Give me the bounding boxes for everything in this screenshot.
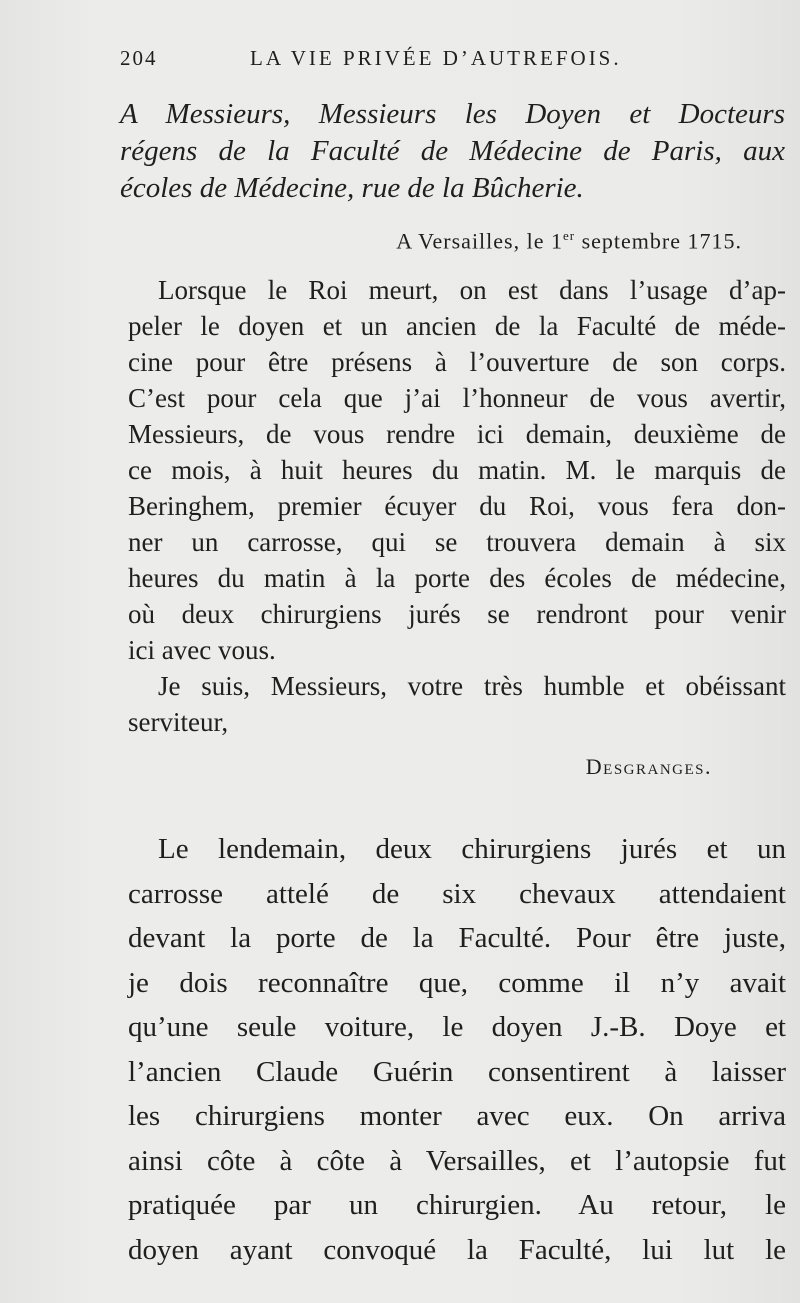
text-line: ainsi côte à côte à Versailles, et l’autopsie fut [128,1144,786,1177]
running-head [120,46,780,76]
letter-address [120,96,785,207]
address-line: régens de la Faculté de Médecine de Paris, aux [120,135,785,167]
letter-paragraph [128,668,786,740]
text-line: carrosse attelé de six chevaux attendaient [128,877,786,910]
dateline-text: A Versailles, le 1 [396,228,563,254]
text-line: qu’une seule voiture, le doyen J.-B. Doye et [128,1011,786,1043]
text-line: Beringhem, premier écuyer du Roi, vous fera don- [128,491,786,521]
letter-body [128,272,786,740]
text-line: où deux chirurgiens jurés se rendront pour venir [128,599,786,629]
text-line: Lorsque le Roi meurt, on est dans l’usage d’ap- [158,275,786,305]
text-line: ici avec vous. [128,635,276,665]
address-line: A Messieurs, Messieurs les Doyen et Docteurs [120,98,785,130]
text-line: l’ancien Claude Guérin consentirent à laisser [128,1055,786,1088]
text-line: serviteur, [128,707,229,737]
dateline-text: septembre 1715. [575,228,742,254]
text-line: Je suis, Messieurs, votre très humble et obéissant [158,671,786,701]
letter-paragraph [128,272,786,668]
text-line: heures du matin à la porte des écoles de médecine, [128,563,786,593]
running-title: LA VIE PRIVÉE D’AUTREFOIS. [250,46,622,70]
address-line: écoles de Médecine, rue de la Bûcherie. [120,172,584,204]
letter-signature: Desgranges. [585,754,712,779]
text-line: Messieurs, de vous rendre ici demain, deuxième de [128,419,786,449]
text-line: je dois reconnaître que, comme il n’y avait [128,966,786,999]
text-line: Le lendemain, deux chirurgiens jurés et un [158,833,786,865]
text-line: pratiquée par un chirurgien. Au retour, le [128,1189,786,1221]
text-line: devant la porte de la Faculté. Pour être juste, [128,922,786,954]
text-line: peler le doyen et un ancien de la Faculté de méde- [128,311,786,341]
text-line: ner un carrosse, qui se trouvera demain à six [128,527,786,557]
text-line: les chirurgiens monter avec eux. On arriva [128,1100,786,1132]
text-line: C’est pour cela que j’ai l’honneur de vous avertir, [128,383,786,413]
letter-dateline [396,228,742,254]
text-line: doyen ayant convoqué la Faculté, lui lut le [128,1233,786,1266]
text-line: cine pour être présens à l’ouverture de son corps. [128,347,786,377]
dateline-superscript: er [562,228,576,243]
page-number: 204 [120,46,158,70]
narrative-paragraph [128,827,786,1272]
text-line: ce mois, à huit heures du matin. M. le marquis de [128,455,786,485]
